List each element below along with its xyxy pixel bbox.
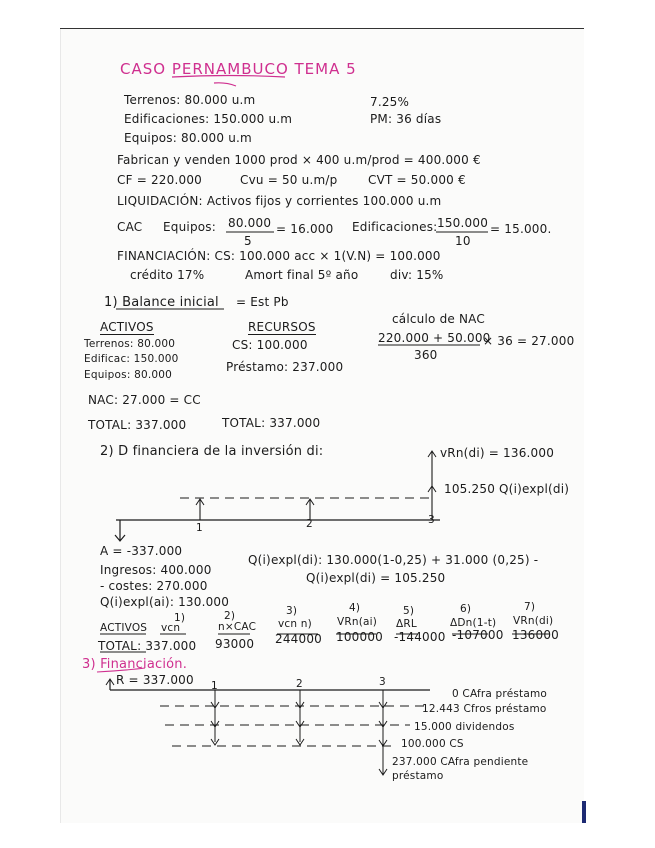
col-num-4: 4) (349, 602, 361, 614)
qexpl-di-formula: Q(i)expl(di): 130.000(1-0,25) + 31.000 (0,25) - (248, 553, 539, 567)
rate-value: 7.25% (370, 95, 410, 109)
timeline-tick-2: 2 (306, 518, 313, 530)
recurso-cs: CS: 100.000 (232, 338, 308, 352)
section1-heading: 1) Balance inicial (104, 295, 219, 310)
div-value: div: 15% (390, 268, 444, 282)
qexpl-ai-value: Q(i)expl(ai): 130.000 (100, 595, 230, 609)
equipos-line: Equipos: 80.000 u.m (124, 131, 252, 145)
ingresos-value: Ingresos: 400.000 (100, 563, 212, 577)
nac-value: NAC: 27.000 = CC (88, 393, 201, 407)
vrn-value: vRn(di) = 136.000 (440, 446, 555, 460)
credito-value: crédito 17% (130, 268, 205, 282)
r-value: R = 337.000 (116, 673, 194, 687)
cf-value: CF = 220.000 (117, 173, 202, 187)
activo-equipos: Equipos: 80.000 (84, 369, 173, 381)
cac-equipos-numerator: 80.000 (228, 216, 272, 230)
cac-equipos-result: = 16.000 (276, 222, 334, 236)
cvu-value: Cvu = 50 u.m/p (240, 173, 338, 187)
terrenos-line: Terrenos: 80.000 u.m (124, 93, 256, 107)
calc-nac-numerator: 220.000 + 50.000 (378, 331, 491, 345)
col-num-3: 3) (286, 605, 298, 617)
cvt-value: CVT = 50.000 € (368, 173, 466, 187)
page-title: CASO PERNAMBUCO TEMA 5 (120, 60, 357, 78)
col-val-delta-rl: -144000 (394, 630, 446, 644)
total-recursos: TOTAL: 337.000 (222, 416, 321, 430)
col-hdr-delta-dn: ΔDn(1-t) (450, 617, 497, 629)
liquidacion-line: LIQUIDACIÓN: Activos fijos y corrientes 100.000 u.m (117, 194, 442, 208)
cac-edificaciones-result: = 15.000. (490, 222, 552, 236)
col-val-vrn-di: 136000 (512, 628, 560, 642)
section1-heading-suffix: = Est Pb (236, 295, 289, 309)
col-hdr-nxcac: n×CAC (218, 621, 257, 633)
recurso-prestamo: Préstamo: 237.000 (226, 360, 344, 374)
total-activos: TOTAL: 337.000 (88, 418, 187, 432)
timeline-tick-1: 1 (196, 522, 203, 534)
section3-heading: 3) Financiación. (82, 657, 188, 672)
fabrican-line: Fabrican y venden 1000 prod × 400 u.m/prod = 400.000 € (117, 153, 481, 167)
col-num-2: 2) (224, 610, 236, 622)
cac-label: CAC (117, 220, 143, 234)
cac-edificaciones-denominator: 10 (455, 234, 471, 248)
pm-value: PM: 36 días (370, 112, 442, 126)
costes-value: - costes: 270.000 (100, 579, 208, 593)
col-val-delta-dn: -107000 (452, 628, 504, 642)
calc-nac-result: × 36 = 27.000 (483, 334, 575, 348)
edificaciones-line: Edificaciones: 150.000 u.m (124, 112, 293, 126)
col-val-vcn-n: 244000 (275, 632, 323, 646)
section2-heading: 2) D financiera de la inversión di: (100, 444, 324, 459)
col-val-total: TOTAL: 337.000 (98, 639, 197, 653)
cac-edificaciones-numerator: 150.000 (437, 216, 489, 230)
col-num-1: 1) (174, 612, 186, 624)
cac-edificaciones-label: Edificaciones: (352, 220, 438, 234)
col-num-6: 6) (460, 603, 472, 615)
fin-label-cs: 100.000 CS (401, 738, 464, 750)
qexpl-di-result: Q(i)expl(di) = 105.250 (306, 571, 446, 585)
timeline-tick-3: 3 (428, 514, 435, 526)
col-num-5: 5) (403, 605, 415, 617)
activos-header: ACTIVOS (100, 320, 154, 334)
qi-expl-value: 105.250 Q(i)expl(di) (444, 482, 570, 496)
calc-nac-denominator: 360 (414, 348, 438, 362)
recursos-header: RECURSOS (248, 320, 316, 334)
col-hdr-vcn-n: vcn n) (278, 618, 312, 630)
col-hdr-activos: ACTIVOS (100, 622, 148, 634)
fin-tick-2: 2 (296, 678, 303, 690)
cac-equipos-label: Equipos: (163, 220, 216, 234)
col-val-vrn-ai: 100000 (336, 630, 384, 644)
fin-tick-1: 1 (211, 680, 218, 692)
activo-terrenos: Terrenos: 80.000 (84, 338, 176, 350)
fin-label-dividendos: 15.000 dividendos (414, 721, 515, 733)
fin-label-cafra-pendiente: 237.000 CAfra pendiente préstamo (392, 756, 529, 782)
fin-label-cfros: 12.443 Cfros préstamo (422, 703, 547, 715)
activo-edificac: Edificac: 150.000 (84, 353, 179, 365)
col-hdr-vcn: vcn (161, 622, 181, 634)
amort-value: Amort final 5º año (245, 268, 359, 282)
col-num-7: 7) (524, 601, 536, 613)
financiacion-line: FINANCIACIÓN: CS: 100.000 acc × 1(V.N) = 100.000 (117, 249, 441, 263)
col-hdr-vrn-ai: VRn(ai) (337, 616, 378, 628)
fin-label-cafra: 0 CAfra préstamo (452, 688, 548, 700)
col-hdr-vrn-di: VRn(di) (513, 615, 554, 627)
a-value: A = -337.000 (100, 544, 183, 558)
cac-equipos-denominator: 5 (244, 234, 252, 248)
calc-nac-title: cálculo de NAC (392, 312, 485, 326)
col-val-nxcac: 93000 (215, 637, 255, 651)
col-hdr-delta-rl: ΔRL (396, 618, 417, 630)
fin-tick-3: 3 (379, 676, 386, 688)
